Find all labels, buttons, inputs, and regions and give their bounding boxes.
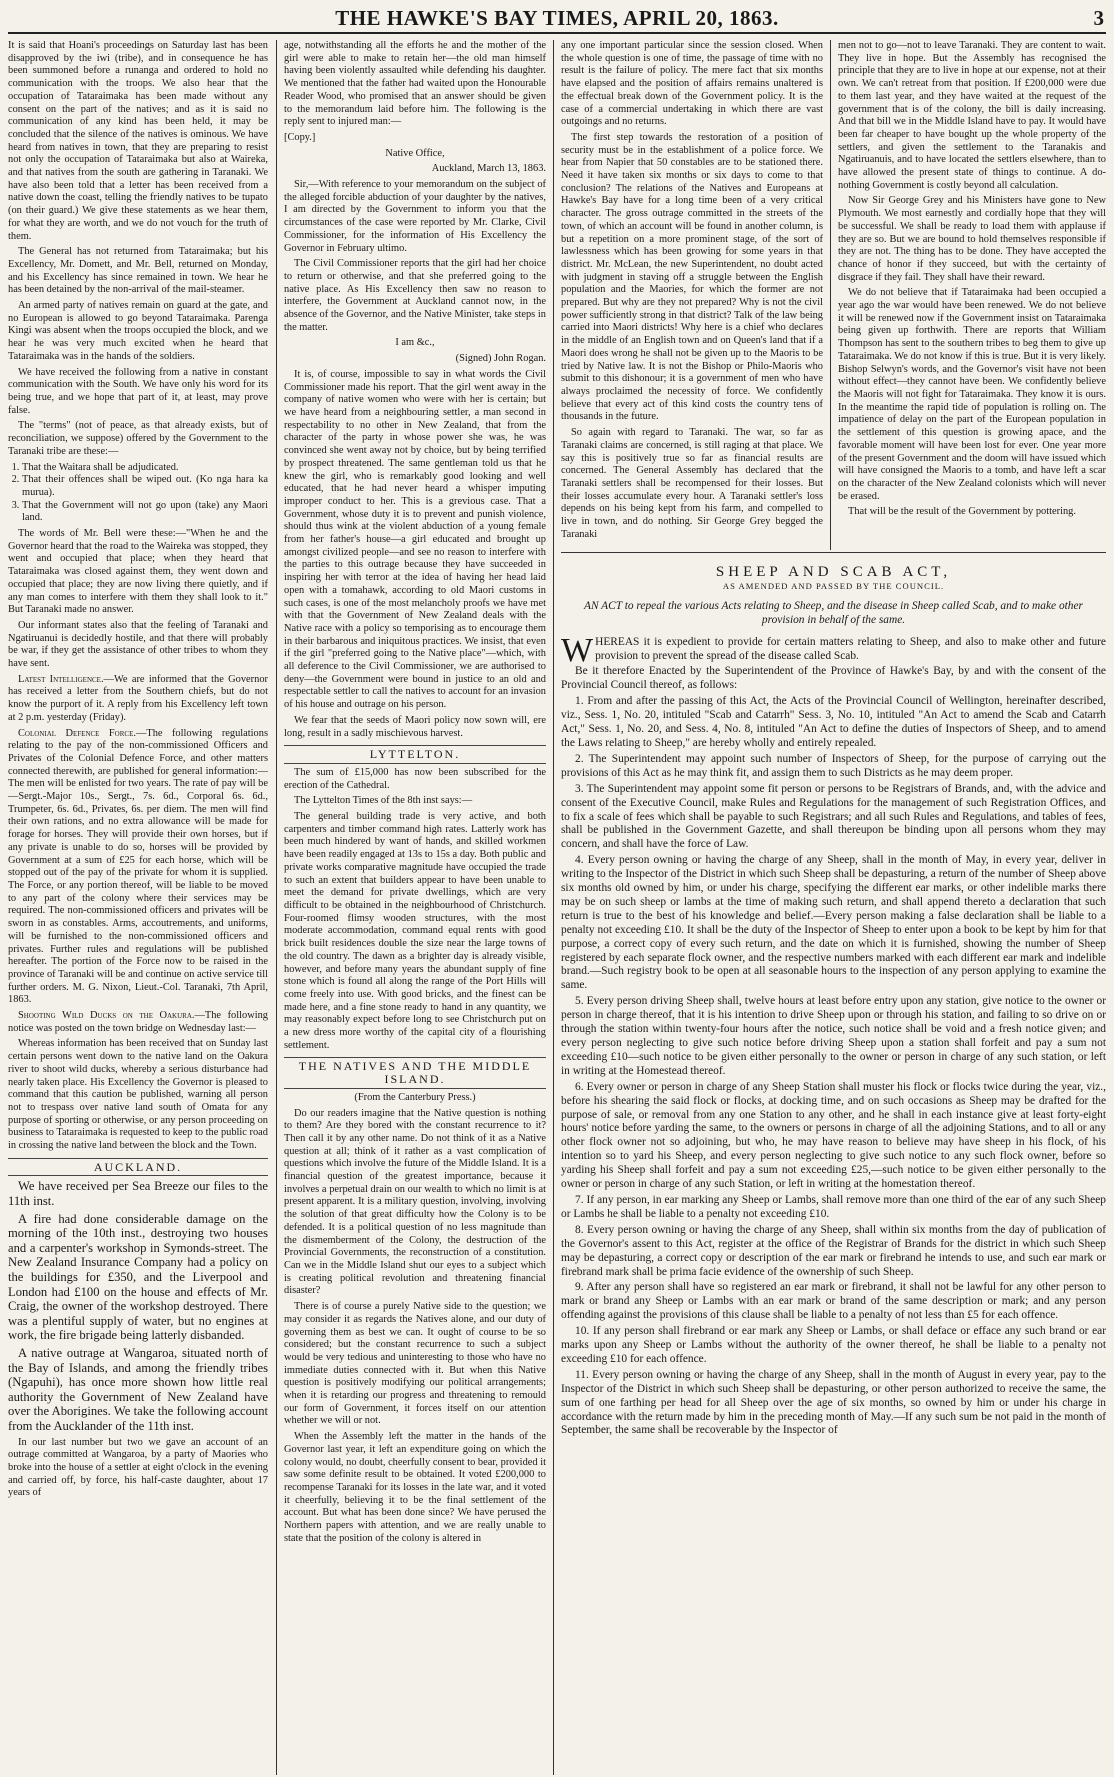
- article-paragraph: We have received per Sea Breeze our files to the 11th inst.: [8, 1179, 268, 1209]
- letter-closing: I am &c.,: [395, 337, 435, 349]
- article-source: (From the Canterbury Press.): [354, 1091, 476, 1103]
- act-enacting-clause: Be it therefore Enacted by the Superintendent of the Province of Hawke's Bay, by and with the consent of the Provincial Council thereof, as follows:: [561, 665, 1106, 692]
- article-paragraph: age, notwithstanding all the efforts he and the mother of the girl were able to make to retain her—the old man himself having been violently assaulted while defending his daughter. We mentioned that the father had waited upon the Honourable Reader Wood, who promised that an answer should be given to the memorandum laid before him. The following is the reply sent to injured man:—: [284, 40, 546, 128]
- article-paragraph: In our last number but two we gave an account of an outrage committed at Wangaroa, by a party of Maories who broke into the house of a settler at eight o'clock in the evening and carried off, by force, his half-caste daughter, about 17 years of: [8, 1436, 268, 1499]
- column-rule: [276, 40, 277, 1775]
- article-paragraph: The "terms" (not of peace, as that already exists, but of reconciliation, we suppose) offered by the Government to the Taranaki tribe are these:—: [8, 420, 268, 457]
- letter-paragraph: The Civil Commissioner reports that the girl had her choice to return or otherwise, and that she preferred going to the native place. As His Excellency then saw no reason to interfere, the Government at Auckland cannot now, in the absence of the Governor, and the Native Minister, take steps in the matter.: [284, 258, 546, 333]
- letter-copy-mark: [Copy.]: [284, 131, 316, 143]
- section-divider: [561, 552, 1106, 553]
- column-2: [284, 40, 546, 1775]
- column-1: [8, 40, 268, 1775]
- act-section: 1. From and after the passing of this Act, the Acts of the Provincial Council of Wellington, hereinafter described, viz., Sess. 1, No. 20, intituled "Scab and Catarrh" Sess. 3, No. 10, intituled "An Act to amend the Scab and Catarrh Act," Sess. 1, No. 20, and Sess. 4, No. 8, intituled "An Act to define the duties of Inspectors of Sheep, and to amend the Laws relating to Sheep," are hereby wholly and entirely repealed.: [561, 695, 1106, 749]
- act-preamble-text: HEREAS it is expedient to provide for certain matters relating to Sheep, and also to make other and future provision to prevent the spread of the disease called Scab.: [595, 635, 1106, 662]
- article-paragraph: We do not believe that if Tataraimaka had been occupied a year ago the war would have been renewed. We do not believe it will be renewed now if the Government insist on Tataraimaka being given up forthwith. There are reports that William Thompson has sent to the southern tribes to beg them to give up Tataraimaka. We do not know if this is true. But it is very likely. Bishop Selwyn's words, and the Governor's visit have not been without effect—they cannot have been. We confidently believe the Maoris will not fight for Tataraimaka. They know it is ours. In the meantime the rapid tide of population is rolling on. The impatience of delay on the part of the European population in the settlement of this question is growing apace, and the favorable moment will have been lost for ever. One year more of the present Government and the doom will have issued which will have consigned the Maoris to a tomb, and have left a scar on the character of the New Zealand colonists which will never be erased.: [838, 287, 1106, 502]
- news-item-heading: Colonial Defence Force.: [18, 727, 136, 739]
- article-paragraph: The general building trade is very active, and both carpenters and timber command high rates. Latterly work has been much hindered by want of hands, and skilled workmen have been readily engaged at 13s to 15s a day. Both public and private works comparative magnitude have occupied the trade to such an extent that builders appear to have been unable to meet the demand for private dwellings, which are very difficult to be obtained in the neighbourhood of Christchurch. Four-roomed flimsy wooden structures, with the most moderate accommodation, command equal rents with good brick built residences double the size near the large towns of the old country. The dawn as a brighter day is already visible, however, and before many years the abundant supply of fine stone which is found all along the range of the Port Hills will come freely into use. With good bricks, and the finest can be made here, and a fine stone ready to hand in any quantity, we may reasonably expect before long to see Christchurch put on a new dress more worthy of the capital city of a flourishing settlement.: [284, 811, 546, 1051]
- section-heading: AUCKLAND.: [8, 1158, 268, 1177]
- article-paragraph: The words of Mr. Bell were these:—"When he and the Governor heard that the road to the Waireka was stopped, they went and occupied that place; when they heard that Tataraimaka was closed against them, they went down and occupied that place; they are now living there quietly, and if any man comes to interfere with them they shall look to it." But Taranaki made no answer.: [8, 528, 268, 616]
- act-section: 6. Every owner or person in charge of any Sheep Station shall muster his flock or flocks twice during the year, viz., before his shearing the said flock or flocks, at docking time, and on such occasions as Sheep may be drafted for the purpose of sale, or removal from any one Station to any other, and he shall in each instance give at least forty-eight hours' notice before yarding the same, to the owners or persons in charge of all the adjoining Stations, and to all or any other flock owner not so adjoining, but who, he may have reason to believe may have sheep in his flock, of his intention so to yard his Sheep, and every person neglecting to give such notice to any such flock owner, before so yarding his Sheep shall forfeit and pay a sum not exceeding £25,—such notice to be given either personally to the owner or person in charge of any such Station, or left in writing at the homestation thereof.: [561, 1080, 1106, 1191]
- act-section: 8. Every person owning or having the charge of any Sheep, shall within six months from the day of publication of the Governor's assent to this Act, register at the office of the Registrar of Brands for the district in which such Sheep may be depasturing, a correct copy or description of the ear mark or firebrand he intends to use, and such ear mark or firebrand mark shall be prima facie evidence of the ownership of such Sheep.: [561, 1223, 1106, 1278]
- newspaper-title: THE HAWKE'S BAY TIMES, APRIL 20, 1863.: [335, 6, 779, 30]
- article-paragraph: Our informant states also that the feeling of Taranaki and Ngatiruanui is decidedly hostile, and that there will probably be war, if they get the assistance of other tribes to whom they have sent.: [8, 619, 268, 670]
- article-paragraph: The General has not returned from Tataraimaka; but his Excellency, Mr. Domett, and Mr. Bell, returned on Monday, and his Excellency has since remained in town. We hear he has been detained by the non-arrival of the mail-steamer.: [8, 246, 268, 296]
- list-item: 3. That the Government will not go upon (take) any Maori land.: [22, 500, 268, 525]
- masthead: [8, 4, 1106, 34]
- article-paragraph: That will be the result of the Government by pottering.: [848, 506, 1076, 518]
- drop-cap: W: [561, 631, 594, 669]
- news-item-body: —We are informed that the Governor has received a letter from the Southern chiefs, but do not know the purport of it. A reply from his Excellency left town at 2 p.m. yesterday (Friday).: [8, 673, 268, 723]
- sheep-scab-act: [561, 560, 1106, 1772]
- act-section: 4. Every person owning or having the charge of any Sheep, shall in the month of May, in every year, deliver in writing to the Inspector of the District in which such Sheep shall be depasturing, a return of the number of Sheep above six months old owned by him, or under his charge, specifying the different ear marks, or other indelible marks there may be on such sheep or lambs at the time of making such return, and shall append thereto a declaration that such return is true to the best of his knowledge and belief.—Every person making a false declaration shall be liable to a penalty not exceeding £10. It shall be the duty of the Inspector of Sheep to enter upon a book to be kept by him for that purpose, a correct copy of every such return, and the date on which it is furnished, showing the number of Sheep registered by each separate flock owner, and the respective numbers marked with each different ear mark and indelible brand.—Such registry book to be open at all seasonable hours to the inspection of any person applying to examine the same.: [561, 854, 1106, 992]
- article-paragraph: men not to go—not to leave Taranaki. They are content to wait. They live in hope. But the Assembly has recognised the principle that they are to live in hope at our expense, not at their own. We can't retreat from that position. If £200,000 were due to them last year, and they have waited at the request of the government that is of the colony, the bill is daily increasing. And that bill we in the Middle Island have to pay. It would have been far cheaper to have bought up the whole property of the settlers, and given the settlement to the Taranakis and Ngatiruanuis, and to have located the settlers elsewhere, than to have allowed the present state of things to continue. A do-nothing Government is costly beyond all calculation.: [838, 40, 1106, 191]
- act-preamble: [561, 631, 1106, 669]
- section-heading: THE NATIVES AND THE MIDDLE ISLAND.: [284, 1057, 546, 1088]
- news-item: [8, 728, 268, 1007]
- article-paragraph: When the Assembly left the matter in the hands of the Governor last year, it left an expenditure going on which the colony would, no doubt, cheerfully consent to bear, provided it saw some definite result to be obtained. It voted £200,000 to recompense Taranaki for its losses in the late war, and it voted it cheerfully, believing it to be the final settlement of the account. But what has been done since? We have perused the Northern papers with attention, and we are really unable to state that the position of the colony is altered in: [284, 1431, 546, 1544]
- page-number: 3: [1093, 6, 1104, 30]
- article-paragraph: A native outrage at Wangaroa, situated north of the Bay of Islands, and among the friendly tribes (Ngapuhi), has once more shown how little real authority the Government of New Zealand have over the Aborigines. We take the following account from the Aucklander of the 11th inst.: [8, 1346, 268, 1433]
- article-paragraph: The Lyttelton Times of the 8th inst says:—: [294, 795, 473, 807]
- column-4: [838, 40, 1106, 550]
- news-item-body: —The following regulations relating to the pay of the non-commissioned Officers and Privates of the Colonial Defence Force, and other matters connected therewith, are published for general information:—The men will be enlisted for two years. The rate of pay will be—Sergt.-Major 10s., Sergt., 7s. 6d., Corporal 6s. 6d., Trumpeter, 6s. 6d., Privates, 6s. per diem. The men will find their own rations, and no extra allowance will be made for forage for horses. They will provide their own horses, but if any private is unable to do so, horses will be provided by Government at a sum of £25 for each horse, which will be stopped out of the pay of the private for whom it is supplied. The Force, or any portion thereof, will be liable to be moved to any part of the colony where their services may be required. The non-commissioned officers and privates will be sworn in as constables. Arms, accoutrements, and uniforms, will be furnished to the non-commissioned officers and privates. Further rules and regulations will be published hereafter. The portion of the Force now to be raised in the province of Taranaki will be and continue on active service till further orders. M. G. Nixon, Lieut.-Col. Taranaki, 7th April, 1863.: [8, 727, 268, 1006]
- article-paragraph: Do our readers imagine that the Native question is nothing to them? Are they bored with the constant recurrence to it? Then call it by any other name. Do not think of it as a Native question at all; think of it rather as a vast complication of questions which involve the future of the Middle Island. It is a financial question of the greatest importance, because it involves a perpetual drain on our wealth to which no limit is at present apparent. It is a military question, involving, involving the solution of that great difficulty how the Colony is to be defended. It is a political question of no less magnitude than the dismemberment of the Colony, the destruction of the Provincial Governments, the reconstruction of a constitution. Can we in the Middle Island shut our eyes to a subject which is creating political revolution and threatening financial disaster?: [284, 1107, 546, 1297]
- article-paragraph: We fear that the seeds of Maori policy now sown will, ere long, result in a sadly mischievous harvest.: [284, 714, 546, 739]
- letter-office: Native Office,: [385, 147, 445, 159]
- news-item-heading: Shooting Wild Ducks on the Oakura.: [18, 1010, 195, 1022]
- notice-text: Whereas information has been received that on Sunday last certain persons went down to the native land on the Oakura river to shoot wild ducks, whereby a serious disturbance had nearly taken place. His Excellency the Governor is pleased to command that this caution be published, warning all person not to trespass over native land south of Omata for any purpose of sporting or otherwise, or any person proceeding on business to Tataraimaka is requested to keep to the public road in crossing the native land between the block and the Town.: [8, 1038, 268, 1152]
- column-3: [561, 40, 823, 550]
- article-paragraph: Now Sir George Grey and his Ministers have gone to New Plymouth. We most earnestly and cordially hope that they will be successful. We shall be ready to load them with applause if they are so. But we are bound to hold themselves responsible if they are not. The thing has to be done. They have accepted the chance of honor if they succeed, but with the certainty of disgrace if they fail. They shall have their reward.: [838, 195, 1106, 283]
- news-item-heading: Latest Intelligence.: [18, 673, 104, 685]
- article-paragraph: It is said that Hoani's proceedings on Saturday last has been disapproved by the iwi (tribe), and in consequence he has been summoned before a runanga and ordered to hold no communication with the troops. We also hear that the occupation of Tataraimaka has been made without any consent on the part of the natives; and as it is said no communication of any kind has been held, it may be concluded that the silence of the natives is ominous. We have heard from natives in town, that they are preparing to resist not only the occupation of Tataraimaka but also at Waireka, and that natives from the south are gathering in Taranaki. We have also been told that a letter has been received from a native down the coast, telling the friendly natives to be tupato (on their guard.) We give these statements as we hear them, for what they are worth, and we do not vouch for the truth of them.: [8, 40, 268, 242]
- news-item-body: —The following notice was posted on the town bridge on Wednesday last:—: [8, 1010, 268, 1034]
- letter-date: Auckland, March 13, 1863.: [431, 163, 546, 175]
- act-section: 2. The Superintendent may appoint such number of Inspectors of Sheep, for the purpose of carrying out the provisions of this Act as he may think fit, and assign them to such Districts as he may deem proper.: [561, 752, 1106, 779]
- act-title: SHEEP AND SCAB ACT,: [715, 564, 952, 580]
- article-paragraph: We have received the following from a native in constant communication with the South. We have only his word for its being true, and we hope that part of it, at least, may prove false.: [8, 366, 268, 416]
- act-subtitle: AS AMENDED AND PASSED BY THE COUNCIL.: [722, 580, 945, 591]
- article-paragraph: A fire had done considerable damage on the morning of the 10th inst., destroying two houses and a carpenter's workshop in Symonds-street. The New Zealand Insurance Company had a policy on the buildings for £350, and the Liverpool and London had £100 on the house and effects of Mr. Craig, the owner of the workshop destroyed. There was a plentiful supply of water, but no engines at work, the fire brigade being latterly disbanded.: [8, 1211, 268, 1343]
- article-paragraph: The first step towards the restoration of a position of security must be in the establishment of a police force. We hear from Napier that 50 constables are to be stationed there. Need it have taken six months or six days to come to that conclusion? The relations of the Natives and Europeans at Hawke's Bay have for a long time been of a very critical character. The gross outrage committed in the streets of the town, of which an account will be found in another column, is but a repetition on a more prominent stage, of the sort of lawlessness which has been growing for some years in that district. Mr. McLean, the new Superintendent, no doubt acted with judgment in staving off a struggle between the English population and the Maories, for which the former are not prepared. But why are they not prepared? Why is not the civil power sufficiently strong in that district? Talk of the law being carried into Maori districts! Why here is a chief who declares in the middle of an English town and on Queen's land that if a Maori does wrong he shall not be given up to the Maoris to be tried by Native law. It is not the Bishop or Philo-Maoris who submit to this dishonour; it is a government of men who have always proclaimed the necessity of force. We confidently believe that every act of this kind costs the country tens of thousands in the future.: [561, 131, 823, 423]
- section-heading: LYTTELTON.: [284, 745, 546, 764]
- letter-paragraph: Sir,—With reference to your memorandum on the subject of the alleged forcible abduction of your daughter by the natives, I am directed by the Government to inform you that the circumstances of the case were reported by Mr. Clarke, Civil Commissioner, for the information of His Excellency the Governor in February ultimo.: [284, 179, 546, 254]
- list-item: 2. That their offences shall be wiped out. (Ko nga hara ka murua).: [22, 474, 268, 499]
- article-paragraph: It is, of course, impossible to say in what words the Civil Commissioner made his report. That the girl went away in the company of native women who were with her is certain; but we have heard from a neighbouring settler, a man second in respectability to no other in New Zealand, that from the character of the party in whose power she was, he was convinced she went away not by choice, but by being terrified by prospect threatened. The same gentleman told us that he knew the girl, who is remarkably good looking and well educated, that he had never heard a whisper imputing improper conduct to her. This is a grevious case. That a Government, whose duty it is to prevent and punish violence, should thus wink at the violent abduction of a young female from her father's house—a girl educated and brought up amongst civilized people—and see no reason to interfere with the parties to this outrage because they have succeeded in inspiring her with terror at the idea of having her head laid open with a tomahawk, according to old Maori customs in such cases, is one of the most melancholy proofs we have met with that the Government of New Zealand deals with the Native race with a policy so temporising as to encourage them in their barbarous and iniquitous practices. We insist, that even if the girl "preferred going to the Native place"—which, with all deference to the Civil Commissioner, we are authorised to deny—the Government were bound in justice to an old and respectable settler to call the natives to account for an invasion of his house and outrage on his person.: [284, 368, 546, 711]
- article-paragraph: The sum of £15,000 has now been subscribed for the erection of the Cathedral.: [284, 766, 546, 791]
- act-section: 7. If any person, in ear marking any Sheep or Lambs, shall remove more than one third of the ear of any such Sheep or Lambs he shall be liable to a penalty not exceeding £10.: [561, 1193, 1106, 1220]
- terms-list: [22, 462, 268, 526]
- act-section: 3. The Superintendent may appoint some fit person or persons to be Registrars of Brands, and, with the advice and consent of the Executive Council, make Rules and Regulations for the management of such Registration Offices, and to fix a scale of fees which shall be payable to such Registrars; and all such Rules and Regulations, and tables of fees, shall be published in the Government Gazette, and shall thereupon be binding upon all persons whom they may concern, and shall have the force of Law.: [561, 782, 1106, 851]
- act-long-title: AN ACT to repeal the various Acts relating to Sheep, and the disease in Sheep called Scab, and to make other provision in behalf of the same.: [583, 599, 1083, 626]
- article-paragraph: So again with regard to Taranaki. The war, so far as Taranaki claims are concerned, is still raging at that place. We say this is positively true so far as financial results are concerned. The General Assembly has declared that the Taranaki settlers shall be recompensed for their losses. But their losses accumulate every hour. A Taranaki settler's loss depends on his being kept from his farm, and compelled to live in town, and do nothing. Sir George Grey begged the Taranaki: [561, 427, 823, 540]
- list-item: 1. That the Waitara shall be adjudicated.: [22, 462, 268, 475]
- act-section: 10. If any person shall firebrand or ear mark any Sheep or Lambs, or shall deface or efface any such brand or ear marks upon any Sheep or Lambs without the authority of the owner thereof, he shall be liable to a penalty not exceeding £10 for each offence.: [561, 1325, 1106, 1365]
- news-item: [8, 1010, 268, 1035]
- letter-signature: (Signed) John Rogan.: [455, 353, 546, 365]
- article-paragraph: any one important particular since the session closed. When the whole question is one of time, the passage of time with no result is the failure of policy. The mere fact that six months have elapsed and the position of affairs remains unaltered is the effectual break down of the Government policy. It is the case of a commercial undertaking in which there are vast outgoings and no returns.: [561, 40, 823, 128]
- column-rule: [553, 40, 554, 1775]
- column-rule: [830, 40, 831, 550]
- act-section: 5. Every person driving Sheep shall, twelve hours at least before entry upon any station, give notice to the owner or person in charge thereof, that it is his intention to drive Sheep upon or through his station, and failing to so drive on or through the station within twenty-four hours after the notice, such notice shall be void and a fresh notice given; and every person neglecting to give such notice before driving Sheep upon a station shall forfeit and pay a sum not exceeding £10—such notice to be given either personally to the owner or person in charge of any such station, or left in writing at the Homestead thereof.: [561, 995, 1106, 1077]
- news-item: [8, 674, 268, 725]
- article-paragraph: An armed party of natives remain on guard at the gate, and no European is allowed to go beyond Tataraimaka. Parenga Kingi was absent when the troops occupied the block, and we hear he was very much excited when he heard that Tataraimaka was in the hands of the soldiers.: [8, 300, 268, 362]
- article-paragraph: There is of course a purely Native side to the question; we may consider it as regards the Natives alone, and our duty of governing them as best we can. It ought of course to be so considered; but the constant recurrence to such a subject would be very tedious and uninteresting to those who have no immediate duties connected with it. But when this Native question is positively modifying our political arrangements; when it is retarding our progress and threatening to remould our form of Government, it forces itself on our attention whether we will or not.: [284, 1301, 546, 1427]
- act-section: 11. Every person owning or having the charge of any Sheep, shall in the month of August in every year, pay to the Inspector of the District in which such Sheep shall be depasturing, or other person authorized to receive the same, the sum of one farthing per head for all Sheep over the age of six months, so owned by him or under his charge in accordance with the return made by him in the preceding month of May.—If any such sum be not paid in the month of September, the same shall be recoverable by the Inspector of: [561, 1368, 1106, 1437]
- act-section: 9. After any person shall have so registered an ear mark or firebrand, it shall not be lawful for any other person to mark or brand any Sheep or Lambs with an ear mark or brand of the same description or mark; and any person offending against the provisions of this clause shall be liable to a penalty of not less than £5 for each offence.: [561, 1281, 1106, 1322]
